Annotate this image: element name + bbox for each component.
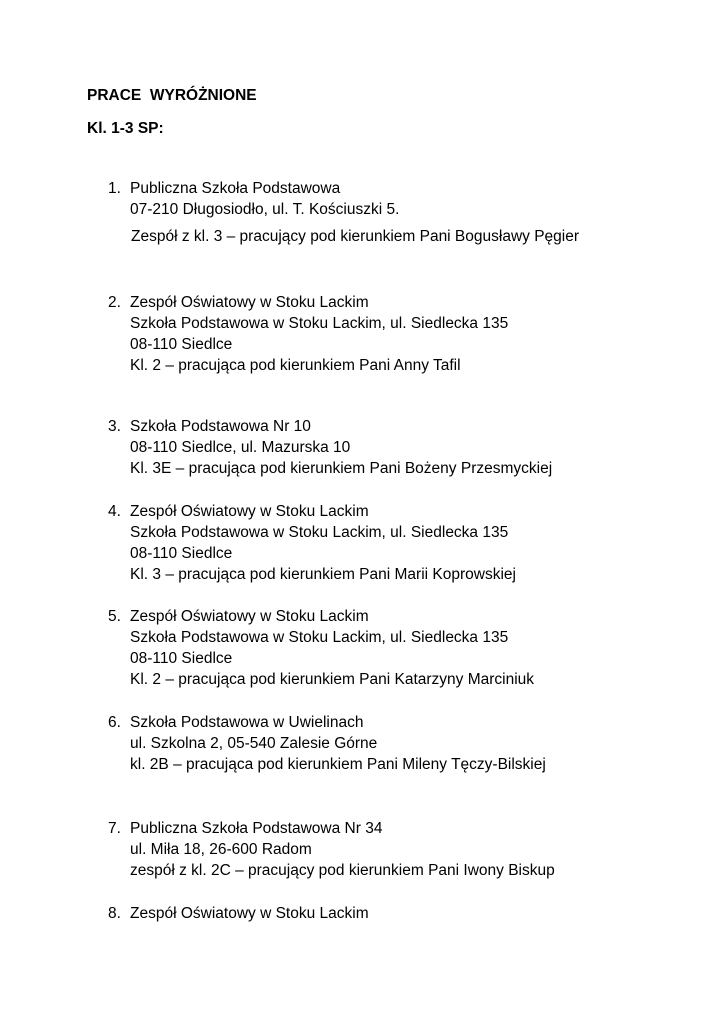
document-heading: PRACE WYRÓŻNIONE — [87, 87, 257, 104]
list-item-number: 4. — [108, 503, 121, 520]
list-item-line: Szkoła Podstawowa w Uwielinach — [130, 714, 364, 731]
list-item-number: 5. — [108, 608, 121, 625]
list-item-line: Szkoła Podstawowa Nr 10 — [130, 418, 311, 435]
list-item-line: 08-110 Siedlce — [130, 650, 233, 667]
list-item-number: 1. — [108, 180, 121, 197]
list-item-line: Kl. 2 – pracująca pod kierunkiem Pani Anny Tafil — [130, 357, 461, 374]
list-item-line: 08-110 Siedlce, ul. Mazurska 10 — [130, 439, 351, 456]
document-subheading: Kl. 1-3 SP: — [87, 120, 164, 137]
list-item-line: Kl. 3 – pracująca pod kierunkiem Pani Marii Koprowskiej — [130, 566, 516, 583]
list-item-number: 6. — [108, 714, 121, 731]
list-item-number: 8. — [108, 905, 121, 922]
list-item-line: Zespół Oświatowy w Stoku Lackim — [130, 608, 369, 625]
list-item-line: Publiczna Szkoła Podstawowa — [130, 180, 341, 197]
list-item-line: Zespół Oświatowy w Stoku Lackim — [130, 294, 369, 311]
list-item-line: Zespół Oświatowy w Stoku Lackim — [130, 503, 369, 520]
list-item — [108, 712, 708, 775]
list-item-number: 3. — [108, 418, 121, 435]
list-item — [108, 818, 708, 881]
list-item-line: Szkoła Podstawowa w Stoku Lackim, ul. Siedlecka 135 — [130, 524, 509, 541]
list-item-line: 08-110 Siedlce — [130, 336, 233, 353]
list-item-line: Kl. 2 – pracująca pod kierunkiem Pani Katarzyny Marciniuk — [130, 671, 535, 688]
list-item-number: 2. — [108, 294, 121, 311]
list-item — [108, 903, 708, 924]
list-item — [108, 606, 708, 690]
list-item-line: Szkoła Podstawowa w Stoku Lackim, ul. Siedlecka 135 — [130, 629, 509, 646]
list-item-line: Kl. 3E – pracująca pod kierunkiem Pani Bożeny Przesmyckiej — [130, 460, 553, 477]
list-item — [108, 292, 708, 376]
list-item — [108, 416, 708, 479]
list-item — [108, 178, 708, 247]
list-item-line: 08-110 Siedlce — [130, 545, 233, 562]
list-item-line: ul. Szkolna 2, 05-540 Zalesie Górne — [130, 735, 378, 752]
list-item-line: zespół z kl. 2C – pracujący pod kierunkiem Pani Iwony Biskup — [130, 862, 555, 879]
list-item-line: 07-210 Długosiodło, ul. T. Kościuszki 5. — [130, 201, 400, 218]
list-item — [108, 501, 708, 585]
list-item-line: kl. 2B – pracująca pod kierunkiem Pani Mileny Tęczy-Bilskiej — [130, 756, 546, 773]
list-item-line: Szkoła Podstawowa w Stoku Lackim, ul. Siedlecka 135 — [130, 315, 509, 332]
list-item-line: ul. Miła 18, 26-600 Radom — [130, 841, 312, 858]
list-item-number: 7. — [108, 820, 121, 837]
list-item-note: Zespół z kl. 3 – pracujący pod kierunkiem Pani Bogusławy Pęgier — [131, 228, 580, 245]
list-item-line: Zespół Oświatowy w Stoku Lackim — [130, 905, 369, 922]
list-item-line: Publiczna Szkoła Podstawowa Nr 34 — [130, 820, 383, 837]
